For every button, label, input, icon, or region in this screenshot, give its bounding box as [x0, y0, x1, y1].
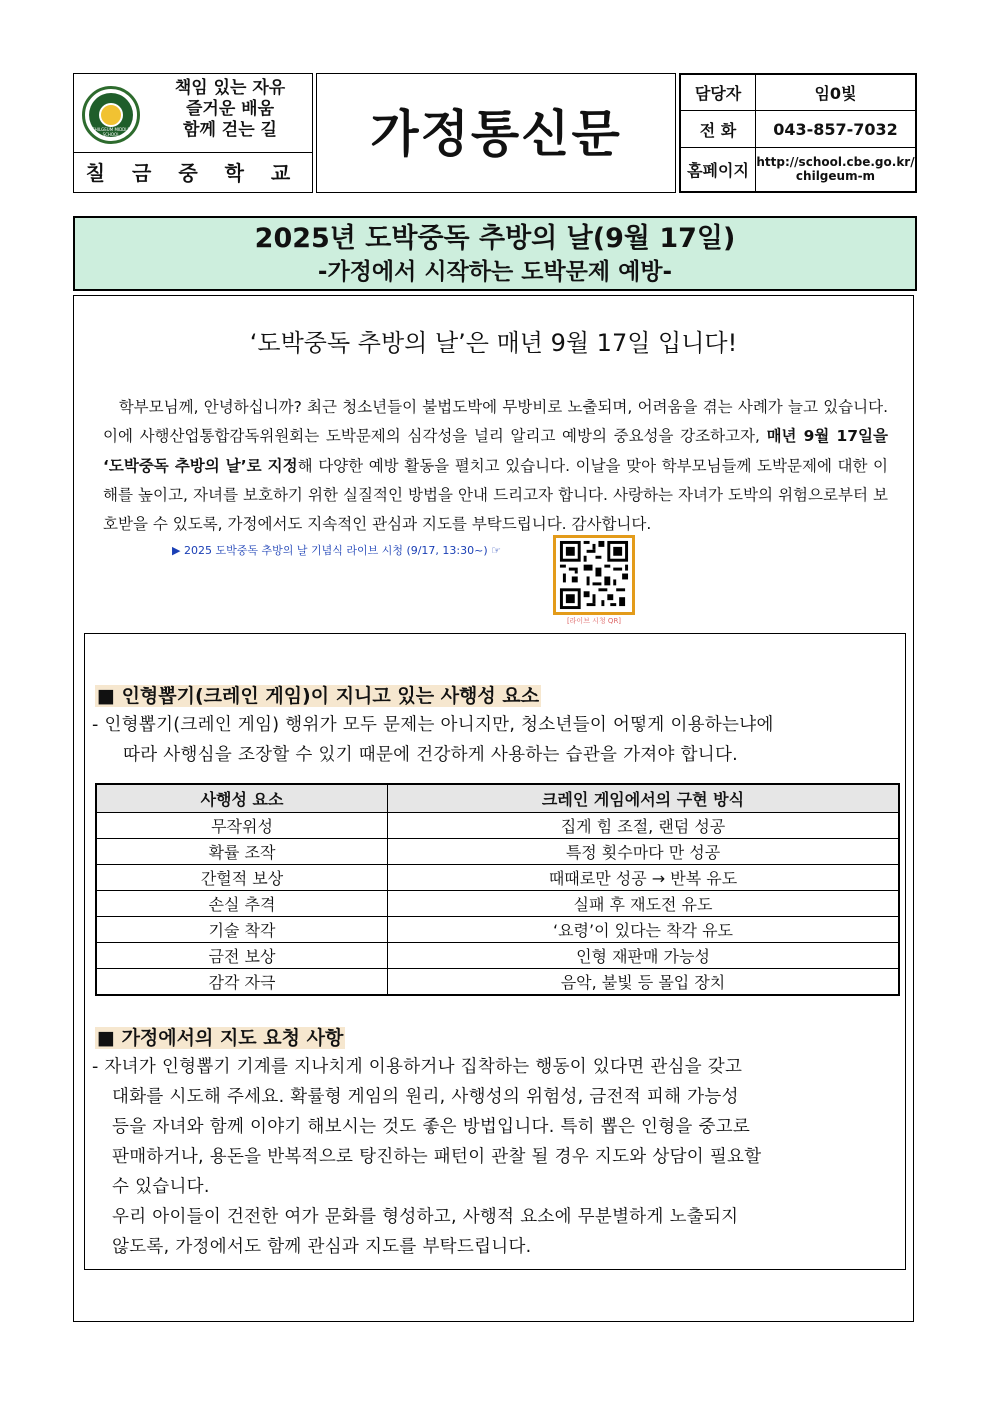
table-row [96, 865, 899, 891]
school-motto [152, 78, 308, 141]
section1-paragraph [92, 710, 892, 770]
table-row [96, 839, 899, 865]
paragraph-line: 따라 사행심을 조장할 수 있기 때문에 건강하게 사용하는 습관을 가져야 합니다. [123, 745, 739, 765]
section2-paragraph [92, 1052, 892, 1262]
paragraph-line: - 자녀가 인형뽑기 기계를 지나치게 이용하거나 집착하는 행동이 있다면 관심을 갖고 [92, 1057, 743, 1077]
table-cell: 실패 후 재도전 유도 [388, 891, 900, 917]
table-cell: 간헐적 보상 [96, 865, 388, 891]
qr-code[interactable] [553, 535, 635, 615]
contact-person: 임0빛 [756, 75, 916, 111]
section-title-text: ■ 가정에서의 지도 요청 사항 [97, 1027, 344, 1049]
intro-bold-text: 매년 9월 17일을 ‘도박중독 추방의 날’로 지정 [103, 427, 888, 475]
table-cell: 때때로만 성공 → 반복 유도 [388, 865, 900, 891]
paragraph-line: 않도록, 가정에서도 함께 관심과 지도를 부탁드립니다. [112, 1237, 532, 1257]
table-row [96, 917, 899, 943]
table-row [96, 813, 899, 839]
gambling-elements-table [95, 783, 900, 996]
motto-box [74, 74, 312, 153]
contact-label: 담당자 [681, 75, 756, 111]
table-header: 크레인 게임에서의 구현 방식 [388, 784, 900, 813]
intro-text: 학부모님께, 안녕하십니까? 최근 청소년들이 불법도박에 무방비로 노출되며, 어려움을 겪는 사례가 늘고 있습니다. 이에 사행산업통합감독위원회는 도박문제의 심각성을 널리 알리고 예방의 중요성을 강조하고자, [103, 398, 889, 446]
paragraph-line: 수 있습니다. [112, 1177, 210, 1197]
intro-paragraph [103, 393, 888, 539]
motto-line: 함께 걷는 길 [183, 120, 277, 140]
table-cell: ‘요령’이 있다는 착각 유도 [388, 917, 900, 943]
homepage-label: 홈페이지 [681, 147, 756, 191]
table-cell: 특정 횟수마다 만 성공 [388, 839, 900, 865]
motto-line: 즐거운 배움 [185, 99, 275, 119]
table-header: 사행성 요소 [96, 784, 388, 813]
school-logo-text: CHILGEUM MIDDLE SCHOOL [91, 127, 131, 137]
table-row [96, 969, 899, 996]
school-header-box [73, 73, 313, 193]
section-title-text: ■ 인형뽑기(크레인 게임)이 지니고 있는 사행성 요소 [97, 685, 540, 707]
table-header-row [96, 784, 899, 813]
phone-number: 043-857-7032 [756, 111, 916, 147]
table-cell: 인형 재판매 가능성 [388, 943, 900, 969]
table-cell: 감각 자극 [96, 969, 388, 996]
banner-title: 2025년 도박중독 추방의 날(9월 17일) [254, 223, 736, 254]
table-cell: 확률 조작 [96, 839, 388, 865]
table-cell: 집게 힘 조절, 랜덤 성공 [388, 813, 900, 839]
school-logo [82, 86, 140, 144]
phone-label: 전 화 [681, 111, 756, 147]
headline: ‘도박중독 추방의 날’은 매년 9월 17일 입니다! [249, 329, 738, 357]
section-title-gambling-elements [95, 681, 541, 708]
motto-line: 책임 있는 자유 [174, 78, 286, 98]
section-title-home-guidance [95, 1023, 345, 1050]
table-cell: 음악, 불빛 등 몰입 장치 [388, 969, 900, 996]
intro-text-continued: 해 다양한 예방 활동을 펼치고 있습니다. 이날을 맞아 학부모님들께 도박문제에 대한 이해를 높이고, 자녀를 보호하기 위한 실질적인 방법을 안내 드리고자 합니다. 사랑하는 자녀가 도박의 위험으로부터 보호받을 수 있도록, 가정에서도 지속적인 관심과 지도를 부탁드립니다. 감사합니다. [103, 456, 889, 534]
title-banner [73, 216, 917, 291]
table-cell: 손실 추격 [96, 891, 388, 917]
table-cell: 무작위성 [96, 813, 388, 839]
table-cell: 금전 보상 [96, 943, 388, 969]
school-name: 칠 금 중 학 교 [85, 161, 301, 185]
homepage-link[interactable]: http://school.cbe.go.kr/ chilgeum-m [756, 147, 916, 191]
banner-subtitle: -가정에서 시작하는 도박문제 예방- [317, 259, 673, 285]
table-cell: 기술 착각 [96, 917, 388, 943]
paragraph-line: - 인형뽑기(크레인 게임) 행위가 모두 문제는 아니지만, 청소년들이 어떻게 이용하는냐에 [92, 715, 774, 735]
document-title: 가정통신문 [316, 73, 676, 193]
paragraph-line: 등을 자녀와 함께 이야기 해보시는 것도 좋은 방법입니다. 특히 뽑은 인형을 중고로 [112, 1117, 751, 1137]
live-stream-link[interactable]: ▶ 2025 도박중독 추방의 날 기념식 라이브 시청 (9/17, 13:30~) ☞ [172, 544, 501, 557]
qr-caption: [라이브 시청 QR] [566, 617, 622, 625]
table-row [96, 891, 899, 917]
table-row [96, 943, 899, 969]
contact-info-table [679, 73, 917, 193]
paragraph-line: 대화를 시도해 주세요. 확률형 게임의 원리, 사행성의 위험성, 금전적 피해 가능성 [112, 1087, 739, 1107]
paragraph-line: 판매하거나, 용돈을 반복적으로 탕진하는 패턴이 관찰 될 경우 지도와 상담이 필요할 [112, 1147, 762, 1167]
paragraph-line: 우리 아이들이 건전한 여가 문화를 형성하고, 사행적 요소에 무분별하게 노출되지 [112, 1207, 739, 1227]
